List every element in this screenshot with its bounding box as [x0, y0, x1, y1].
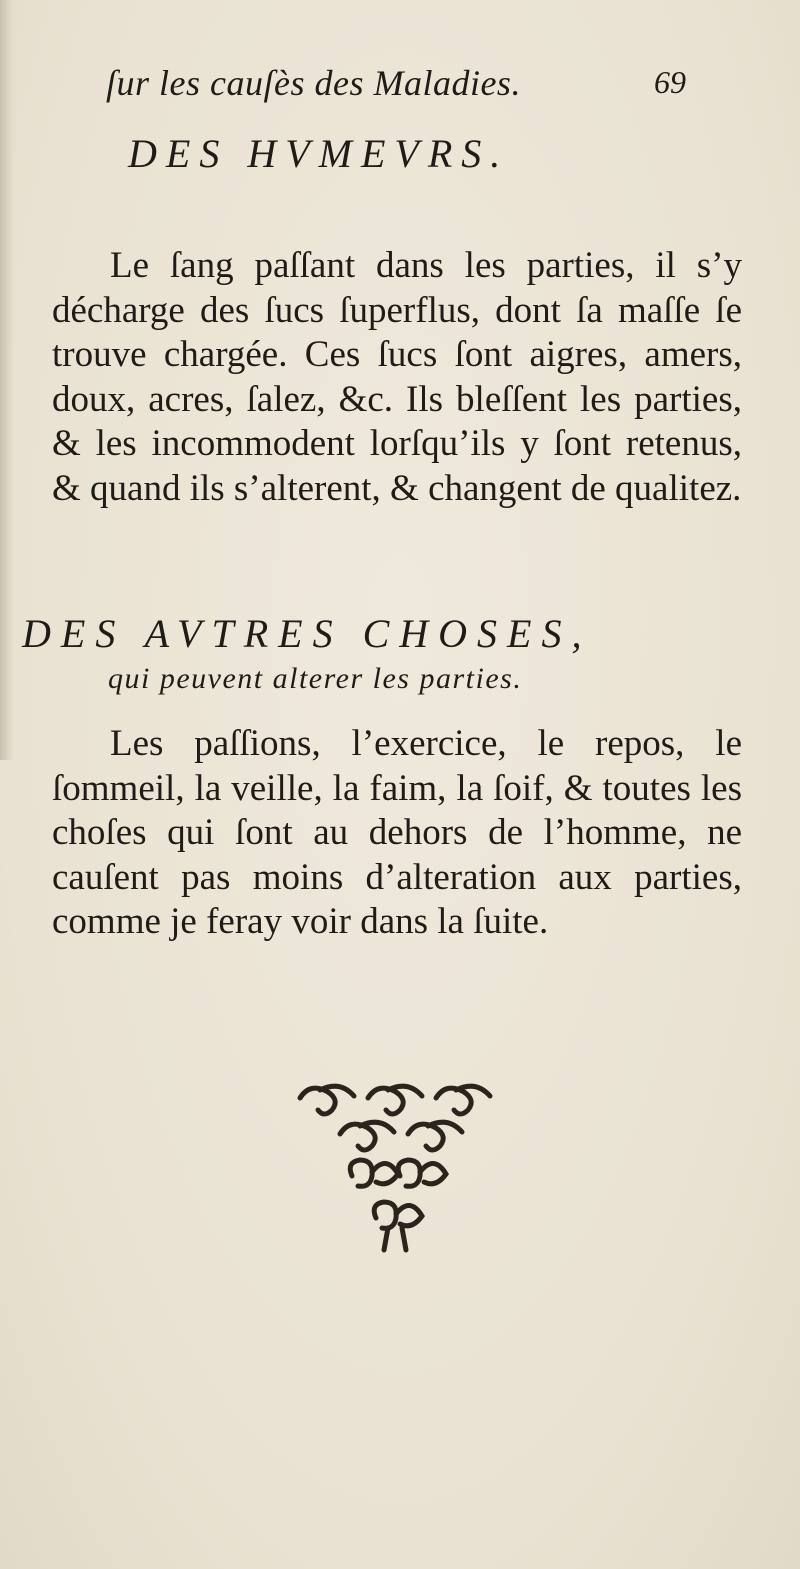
section-subheading: qui peuvent alterer les parties.: [108, 662, 523, 695]
section-heading-autres-choses: DES AVTRES CHOSES,: [22, 611, 592, 656]
paragraph-humeurs: [52, 244, 742, 511]
paragraph-text: Les paſſions, l’exercice, le repos, le ſommeil, la veille, la faim, la ſoif, & toutes les choſes qui ſont au dehors de l’homme, ne cauſent pas moins d’alteration aux parties, comme je feray voir dans la ſuite.: [52, 723, 742, 942]
fleuron-ornament-icon: [290, 1068, 500, 1258]
paragraph-autres-choses: [52, 722, 742, 945]
page-number: 69: [654, 64, 686, 100]
page-header: [106, 62, 706, 112]
section-heading-humeurs: DES HVMEVRS.: [128, 131, 510, 176]
page-edge: [0, 0, 14, 760]
running-title: ſur les cauſès des Maladies.: [106, 63, 521, 103]
paragraph-text: Le ſang paſſant dans les parties, il s’y décharge des ſucs ſuperflus, dont ſa maſſe ſe trouve chargée. Ces ſucs ſont aigres, amers, doux, acres, ſalez, &c. Ils bleſſent les parties, & les incommodent lorſqu’ils y ſont retenus, & quand ils s’alterent, & changent de qualitez.: [52, 245, 742, 509]
